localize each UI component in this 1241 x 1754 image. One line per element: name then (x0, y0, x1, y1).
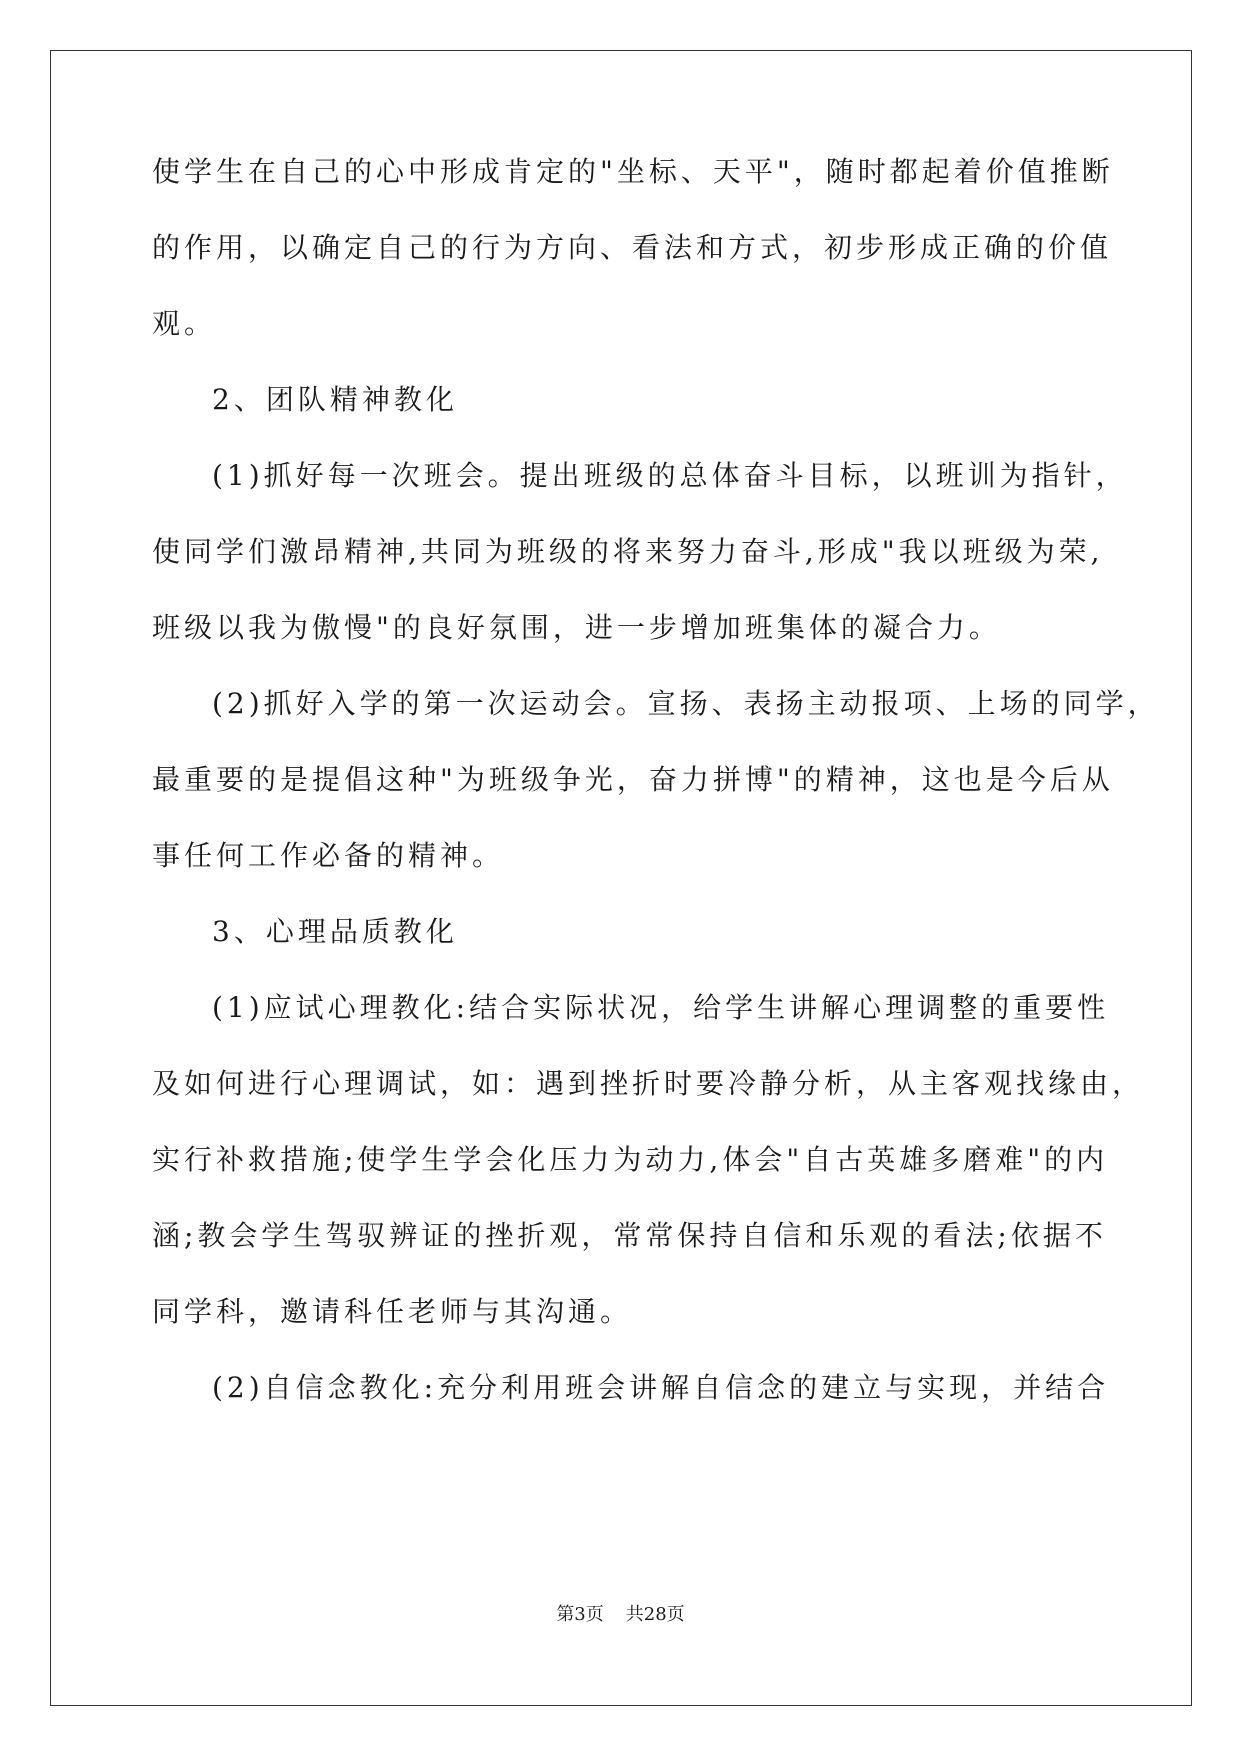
page-number: 第3页 (556, 1604, 604, 1625)
page-total: 共28页 (625, 1604, 685, 1625)
text-line: (1)抓好每一次班会。提出班级的总体奋斗目标，以班训为指针， (212, 459, 1128, 492)
text-line: 班级以我为傲慢"的良好氛围，进一步增加班集体的凝合力。 (152, 611, 1001, 644)
text-line: 使学生在自己的心中形成肯定的"坐标、天平"，随时都起着价值推断 (152, 155, 1114, 188)
text-line: 的作用，以确定自己的行为方向、看法和方式，初步形成正确的价值 (152, 231, 1113, 264)
section-heading: 2、团队精神教化 (212, 383, 458, 416)
text-line: 涵;教会学生驾驭辨证的挫折观，常常保持自信和乐观的看法;依据不 (152, 1219, 1107, 1252)
text-line: (1)应试心理教化:结合实际状况，给学生讲解心理调整的重要性 (212, 991, 1110, 1024)
text-line: 事任何工作必备的精神。 (152, 839, 505, 872)
page-footer (0, 1603, 1241, 1627)
text-line: (2)抓好入学的第一次运动会。宣扬、表扬主动报项、上场的同学， (212, 687, 1160, 720)
text-line: 及如何进行心理调试，如：遇到挫折时要冷静分析，从主客观找缘由， (152, 1067, 1145, 1100)
text-line: (2)自信念教化:充分利用班会讲解自信念的建立与实现，并结合 (212, 1371, 1110, 1404)
page-border (50, 50, 1192, 1706)
section-heading: 3、心理品质教化 (212, 915, 458, 948)
text-line: 实行补救措施;使学生学会化压力为动力,体会"自古英雄多磨难"的内 (152, 1143, 1109, 1176)
text-line: 同学科，邀请科任老师与其沟通。 (152, 1295, 633, 1328)
text-line: 观。 (152, 307, 217, 340)
text-line: 最重要的是提倡这种"为班级争光，奋力拼博"的精神，这也是今后从 (152, 763, 1114, 796)
text-line: 使同学们激昂精神,共同为班级的将来努力奋斗,形成"我以班级为荣, (152, 535, 1104, 568)
